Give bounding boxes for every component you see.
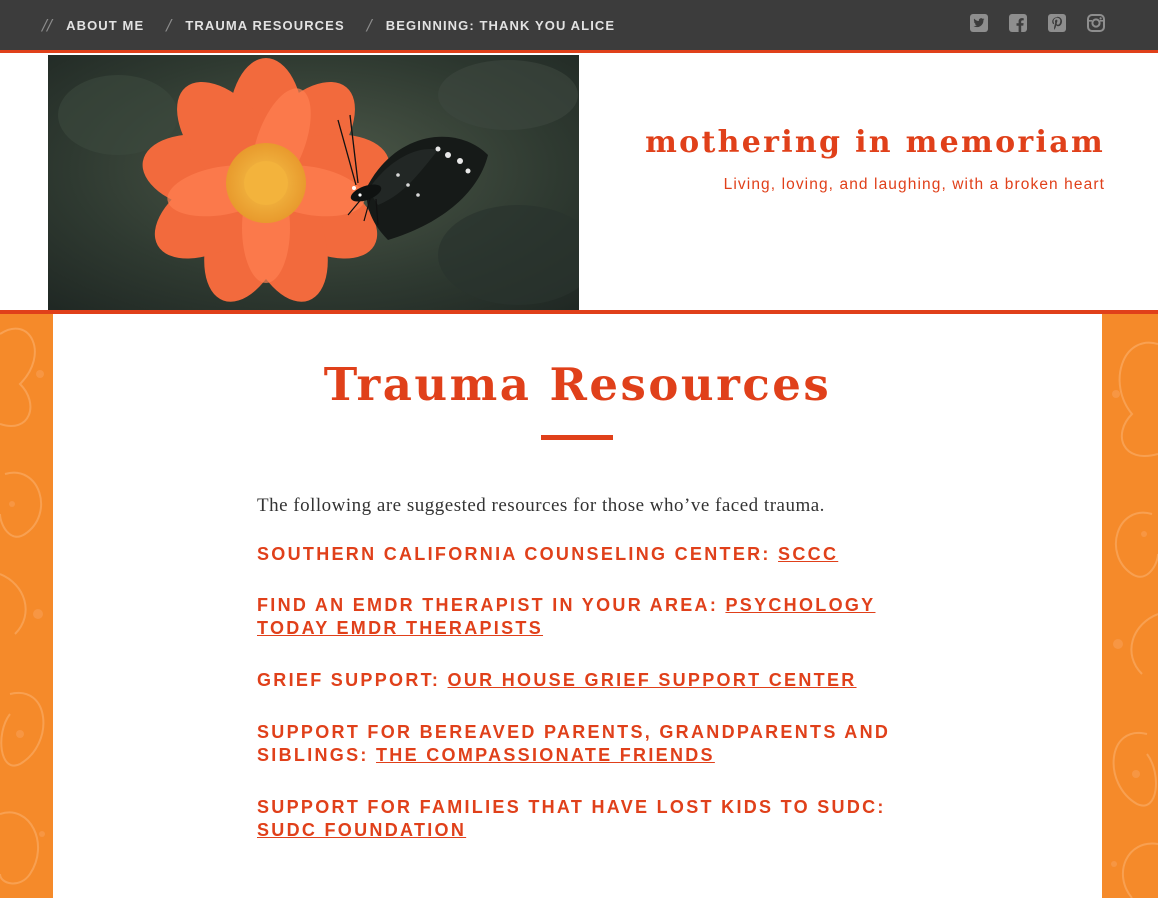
site-header <box>0 53 1158 314</box>
resource-item <box>257 594 907 640</box>
pinterest-icon[interactable] <box>1047 13 1067 33</box>
primary-menu <box>42 0 637 50</box>
decorative-side-pattern-right <box>1102 314 1158 898</box>
resource-link-sudc-foundation[interactable]: SUDC FOUNDATION <box>257 820 467 840</box>
resource-link-psychology-today-emdr[interactable]: PSYCHOLOGY TODAY EMDR THERAPISTS <box>257 595 876 638</box>
instagram-icon[interactable] <box>1086 13 1106 33</box>
resource-item <box>257 669 907 692</box>
resource-link-compassionate-friends[interactable]: THE COMPASSIONATE FRIENDS <box>376 745 715 765</box>
resource-item <box>257 543 907 566</box>
resource-link-sccc[interactable]: SCCC <box>778 544 839 564</box>
resource-label: SOUTHERN CALIFORNIA COUNSELING CENTER: <box>257 544 779 564</box>
resource-item <box>257 721 907 767</box>
social-links <box>969 13 1106 33</box>
nav-item-trauma-resources[interactable]: TRAUMA RESOURCES <box>185 17 345 33</box>
top-navigation-bar <box>0 0 1158 53</box>
resource-label: SUPPORT FOR FAMILIES THAT HAVE LOST KIDS TO SUDC: <box>257 797 886 817</box>
resource-label: SUPPORT FOR BEREAVED PARENTS, GRANDPARENTS AND SIBLINGS: <box>257 722 891 765</box>
resource-label: GRIEF SUPPORT: <box>257 670 448 690</box>
resource-label: FIND AN EMDR THERAPIST IN YOUR AREA: <box>257 595 726 615</box>
decorative-side-pattern-left <box>0 314 53 898</box>
resource-link-our-house-grief-support[interactable]: OUR HOUSE GRIEF SUPPORT CENTER <box>447 670 857 690</box>
facebook-icon[interactable] <box>1008 13 1028 33</box>
menu-separator: / <box>166 16 172 34</box>
nav-item-about-me[interactable]: ABOUT ME <box>66 17 145 33</box>
resource-item <box>257 796 907 842</box>
intro-paragraph: The following are suggested resources for those who’ve faced trauma. <box>257 495 825 516</box>
page-title: Trauma Resources <box>323 358 832 411</box>
main-content <box>53 314 1102 898</box>
site-title[interactable]: mothering in memoriam <box>645 125 1105 160</box>
header-image-butterfly-on-flower <box>48 55 579 310</box>
menu-separator: // <box>42 16 53 34</box>
menu-separator: / <box>366 16 372 34</box>
twitter-icon[interactable] <box>969 13 989 33</box>
nav-item-beginning-thank-you-alice[interactable]: BEGINNING: THANK YOU ALICE <box>385 17 616 33</box>
title-underline-divider <box>541 435 613 440</box>
site-tagline: Living, loving, and laughing, with a broken heart <box>723 176 1105 193</box>
